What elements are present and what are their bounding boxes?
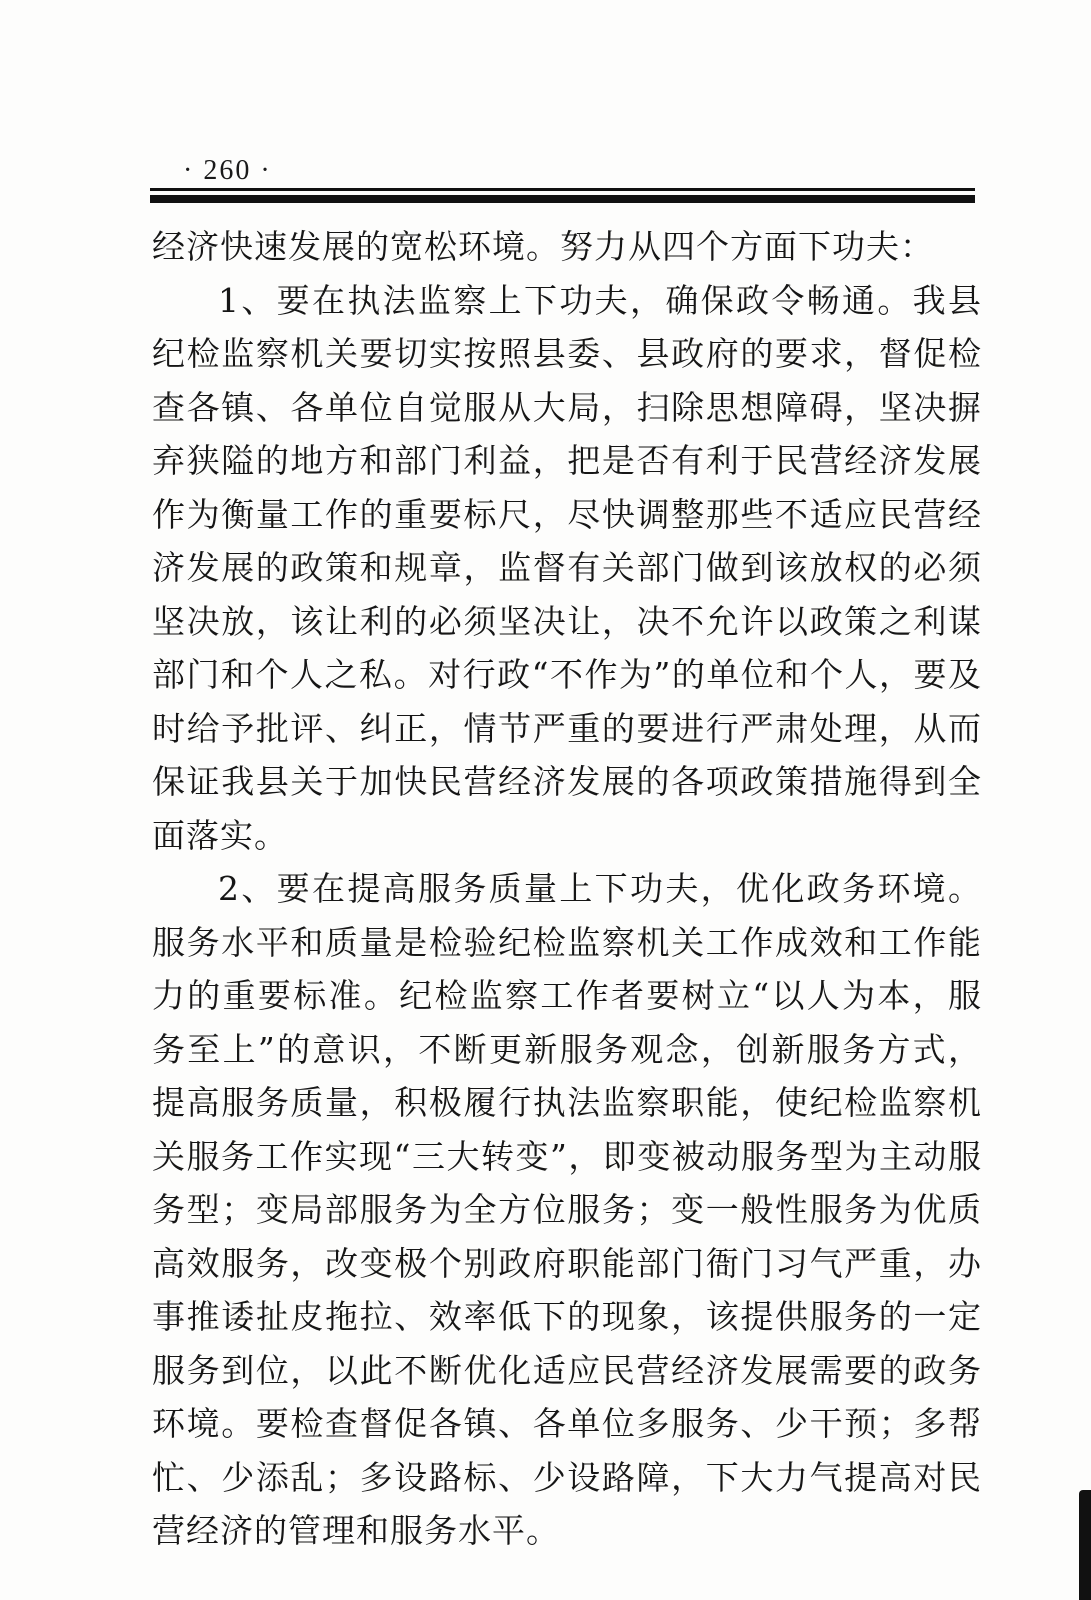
header-rule-thick bbox=[150, 195, 975, 203]
paragraph-continuation: 经济快速发展的宽松环境。努力从四个方面下功夫： bbox=[152, 227, 934, 266]
header-rule-thin bbox=[150, 188, 975, 191]
scan-edge-mark bbox=[1079, 1490, 1091, 1600]
paragraph-point-1: 1、要在执法监察上下功夫，确保政令畅通。我县纪检监察机关要切实按照县委、县政府的要求，督促检查各镇、各单位自觉服从大局，扫除思想障碍，坚决摒弃狭隘的地方和部门利益，把是否有利于民营经济发展作为衡量工作的重要标尺，尽快调整那些不适应民营经济发展的政策和规章，监督有关部门做到该放权的必须坚决放，该让利的必须坚决让，决不允许以政策之利谋部门和个人之私。对行政“不作为”的单位和个人，要及时给予批评、纠正，情节严重的要进行严肃处理，从而保证我县关于加快民营经济发展的各项政策措施得到全面落实。 bbox=[152, 280, 982, 855]
body-text bbox=[152, 220, 982, 1558]
page-number: · 260 · bbox=[183, 155, 272, 186]
paragraph-point-2: 2、要在提高服务质量上下功夫，优化政务环境。服务水平和质量是检验纪检监察机关工作成效和工作能力的重要标准。纪检监察工作者要树立“以人为本，服务至上”的意识，不断更新服务观念，创新服务方式，提高服务质量，积极履行执法监察职能，使纪检监察机关服务工作实现“三大转变”，即变被动服务型为主动服务型；变局部服务为全方位服务；变一般性服务为优质高效服务，改变极个别政府职能部门衙门习气严重，办事推诿扯皮拖拉、效率低下的现象，该提供服务的一定服务到位，以此不断优化适应民营经济发展需要的政务环境。要检查督促各镇、各单位多服务、少干预；多帮忙、少添乱；多设路标、少设路障，下大力气提高对民营经济的管理和服务水平。 bbox=[152, 869, 982, 1550]
